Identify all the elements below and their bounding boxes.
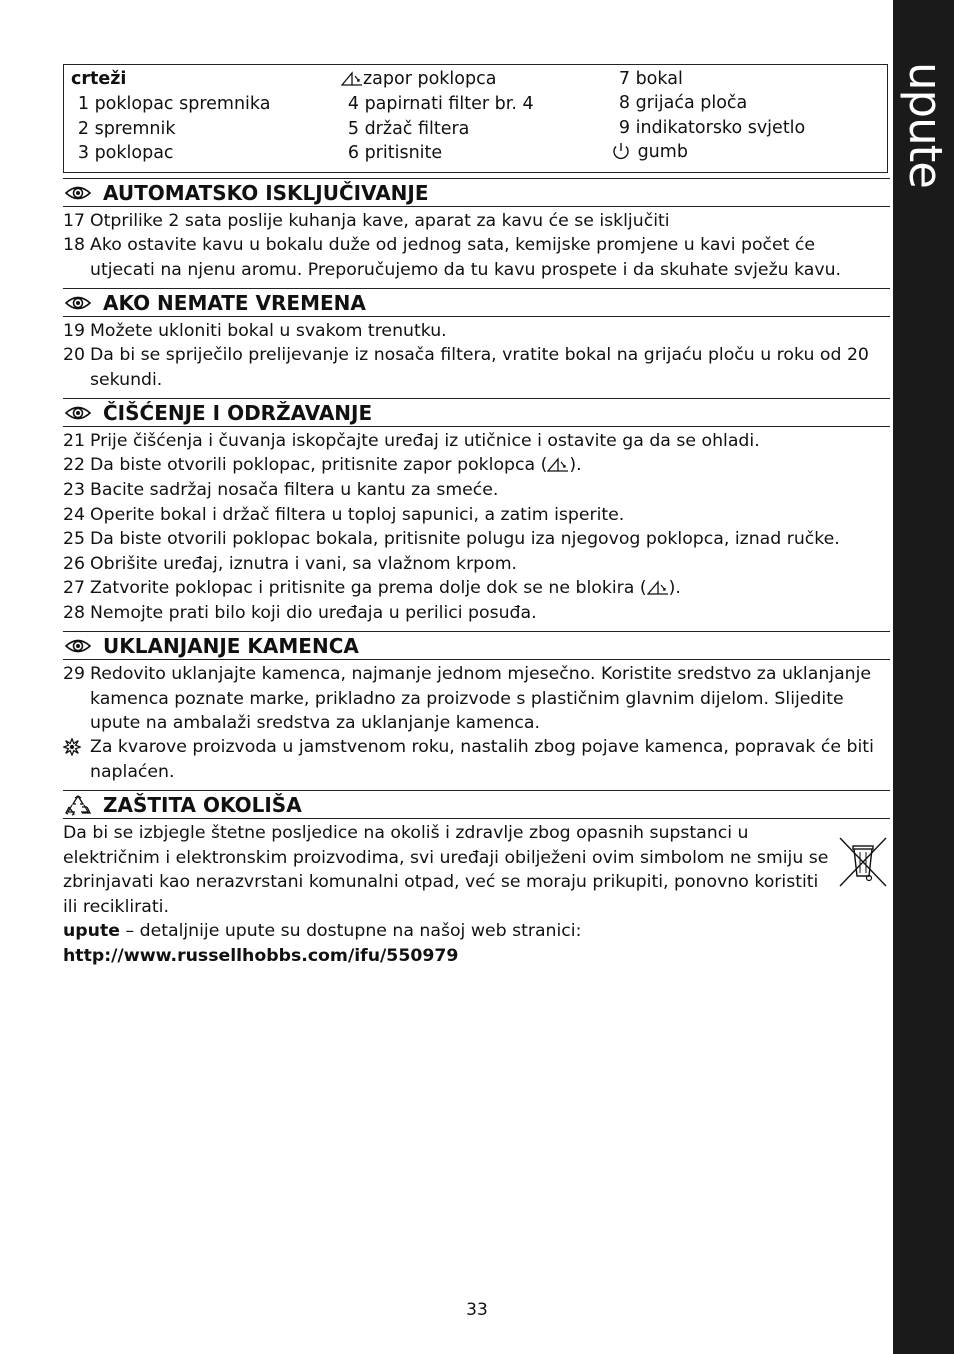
list-item: 24 Operite bokal i držač filtera u toploj sapunici, a zatim isperite. [63,505,625,525]
section-heading-automatic-shutoff: AUTOMATSKO ISKLJUČIVANJE [63,178,890,207]
crossed-bin-icon [838,836,888,888]
list-item: 18 Ako ostavite kavu u bokalu duže od jednog sata, kemijske promjene u kavi počet će utjecati na njenu aromu. Preporučujemo da tu kavu prospete i da skuhate svježu kavu. [63,235,842,280]
lid-release-icon [341,70,363,86]
section-heading-descaling: UKLANJANJE KAMENCA [63,631,890,660]
page-number: 33 [466,1300,488,1320]
legend-item: gumb [610,140,688,165]
list-item: 21 Prije čišćenja i čuvanja iskopčajte uređaj iz utičnice i ostavite ga da se ohladi. [63,431,760,451]
eye-icon [65,404,91,422]
side-tab-label: upute [899,62,952,188]
list-item: 17 Otprilike 2 sata poslije kuhanja kave, aparat za kavu će se isključiti [63,211,670,231]
legend-item: 8 grijaća ploča [618,93,748,113]
legend-item: 5 držač filtera [347,119,470,139]
legend-title: crteži [71,69,127,89]
legend-item: 6 pritisnite [347,143,443,163]
recycle-icon [65,794,91,816]
list-item: 27 Zatvorite poklopac i pritisnite ga prema dolje dok se ne blokira ( ). [63,578,681,598]
list-item: Za kvarove proizvoda u jamstvenom roku, nastalih zbog pojave kamenca, popravak će biti naplaćen. [63,735,878,784]
legend-item: zapor poklopca [341,67,496,92]
lid-release-icon [647,579,669,595]
website-link[interactable]: http://www.russellhobbs.com/ifu/550979 [63,946,459,966]
section-heading-no-time: AKO NEMATE VREMENA [63,288,890,317]
eye-icon [65,184,91,202]
section-heading-cleaning: ČIŠĆENJE I ODRŽAVANJE [63,398,890,427]
lid-release-icon [547,456,569,472]
power-icon [610,142,632,160]
legend-item: 4 papirnati filter br. 4 [347,94,534,114]
warning-burst-icon [63,738,81,756]
eye-icon [65,294,91,312]
legend-item: 2 spremnik [77,119,176,139]
list-item: 26 Obrišite uređaj, iznutra i vani, sa vlažnom krpom. [63,554,518,574]
legend-item: 1 poklopac spremnika [77,94,271,114]
legend-item: 3 poklopac [77,143,174,163]
eye-icon [65,637,91,655]
list-item: 29 Redovito uklanjajte kamenca, najmanje jednom mjesečno. Koristite sredstvo za uklanjanje kamenca poznate marke, prikladno za proizvode s plastičnim glavnim dijelom. Slijedite upute na ambalaži sredstva za uklanjanje kamenca. [63,664,872,734]
legend-item: 7 bokal [618,69,683,89]
list-item: 28 Nemojte prati bilo koji dio uređaja u perilici posuđa. [63,603,537,623]
legend-item: 9 indikatorsko svjetlo [618,118,806,138]
list-item: 22 Da biste otvorili poklopac, pritisnite zapor poklopca ( ). [63,455,582,475]
list-item: 19 Možete ukloniti bokal u svakom trenutku. [63,321,447,341]
environment-paragraph: Da bi se izbjegle štetne posljedice na okoliš i zdravlje zbog opasnih supstanci u električnim i elektronskim proizvodima, svi uređaji obilježeni ovim simbolom ne smiju se zbrinjavati kao nerazvrstani komunalni otpad, već se moraju prikupiti, ponovno koristiti ili reciklirati. [63,823,829,917]
list-item: 23 Bacite sadržaj nosača filtera u kantu za smeće. [63,480,499,500]
list-item: 25 Da biste otvorili poklopac bokala, pritisnite polugu iza njegovog poklopca, iznad ručke. [63,529,840,549]
list-item: 20 Da bi se spriječilo prelijevanje iz nosača filtera, vratite bokal na grijaću ploču u roku od 20 sekundi. [63,345,869,390]
upute-line: upute – detaljnije upute su dostupne na našoj web stranici: [63,921,582,941]
side-tab [893,0,954,1354]
section-heading-environment: ZAŠTITA OKOLIŠA [63,790,890,819]
